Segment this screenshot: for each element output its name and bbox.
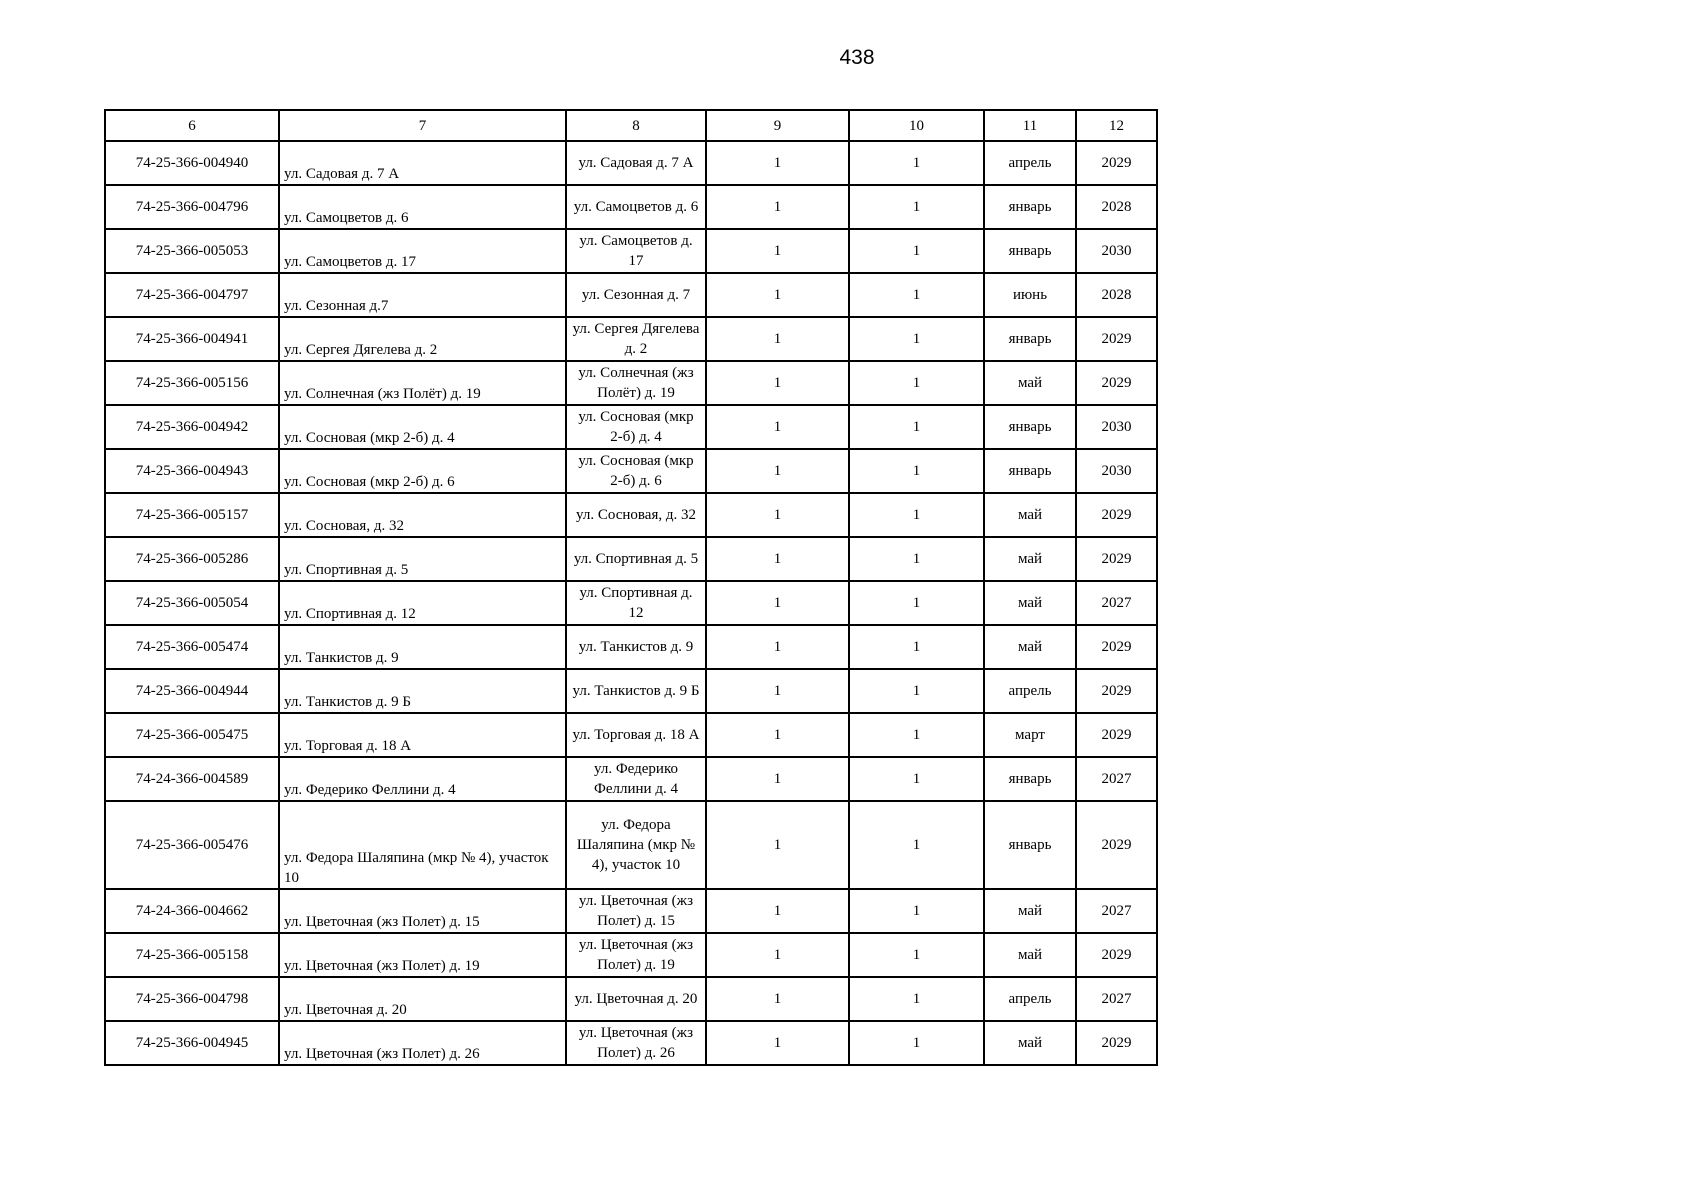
object-code-cell: 74-24-366-004589 — [105, 757, 279, 801]
address-short-cell: ул. Солнечная (жз Полёт) д. 19 — [566, 361, 706, 405]
table-row — [105, 361, 1157, 405]
column-10-cell: 1 — [849, 317, 984, 361]
column-10-cell: 1 — [849, 801, 984, 889]
table-row — [105, 669, 1157, 713]
month-cell: май — [984, 537, 1076, 581]
year-cell: 2029 — [1076, 317, 1157, 361]
column-9-cell: 1 — [706, 1021, 849, 1065]
year-cell: 2029 — [1076, 669, 1157, 713]
table-row — [105, 141, 1157, 185]
month-cell: январь — [984, 317, 1076, 361]
column-9-cell: 1 — [706, 757, 849, 801]
column-10-cell: 1 — [849, 977, 984, 1021]
object-code-cell: 74-25-366-004798 — [105, 977, 279, 1021]
object-code-cell: 74-25-366-004796 — [105, 185, 279, 229]
column-9-cell: 1 — [706, 405, 849, 449]
table-row — [105, 581, 1157, 625]
month-cell: январь — [984, 449, 1076, 493]
object-code-cell: 74-25-366-005157 — [105, 493, 279, 537]
year-cell: 2029 — [1076, 361, 1157, 405]
year-cell: 2027 — [1076, 581, 1157, 625]
column-9-cell: 1 — [706, 801, 849, 889]
month-cell: май — [984, 1021, 1076, 1065]
column-9-cell: 1 — [706, 317, 849, 361]
address-cell: ул. Самоцветов д. 17 — [279, 229, 566, 273]
column-9-cell: 1 — [706, 889, 849, 933]
table-row — [105, 889, 1157, 933]
column-header: 12 — [1076, 110, 1157, 141]
address-short-cell: ул. Торговая д. 18 А — [566, 713, 706, 757]
table-row — [105, 977, 1157, 1021]
month-cell: март — [984, 713, 1076, 757]
table-row — [105, 757, 1157, 801]
table-row — [105, 1021, 1157, 1065]
address-short-cell: ул. Сезонная д. 7 — [566, 273, 706, 317]
column-10-cell: 1 — [849, 889, 984, 933]
address-cell: ул. Танкистов д. 9 Б — [279, 669, 566, 713]
address-short-cell: ул. Цветочная (жз Полет) д. 15 — [566, 889, 706, 933]
year-cell: 2028 — [1076, 185, 1157, 229]
column-9-cell: 1 — [706, 361, 849, 405]
month-cell: январь — [984, 229, 1076, 273]
object-code-cell: 74-25-366-004940 — [105, 141, 279, 185]
address-cell: ул. Цветочная (жз Полет) д. 15 — [279, 889, 566, 933]
column-10-cell: 1 — [849, 141, 984, 185]
header-row — [105, 110, 1157, 141]
column-10-cell: 1 — [849, 493, 984, 537]
month-cell: май — [984, 361, 1076, 405]
year-cell: 2030 — [1076, 229, 1157, 273]
address-cell: ул. Цветочная (жз Полет) д. 26 — [279, 1021, 566, 1065]
object-code-cell: 74-24-366-004662 — [105, 889, 279, 933]
month-cell: январь — [984, 757, 1076, 801]
object-code-cell: 74-25-366-005286 — [105, 537, 279, 581]
table-row — [105, 625, 1157, 669]
address-short-cell: ул. Цветочная (жз Полет) д. 19 — [566, 933, 706, 977]
address-cell: ул. Цветочная д. 20 — [279, 977, 566, 1021]
column-9-cell: 1 — [706, 625, 849, 669]
table-row — [105, 449, 1157, 493]
address-cell: ул. Сергея Дягелева д. 2 — [279, 317, 566, 361]
page-number: 438 — [839, 46, 875, 69]
month-cell: апрель — [984, 977, 1076, 1021]
address-short-cell: ул. Федерико Феллини д. 4 — [566, 757, 706, 801]
column-header: 11 — [984, 110, 1076, 141]
address-short-cell: ул. Цветочная д. 20 — [566, 977, 706, 1021]
column-10-cell: 1 — [849, 713, 984, 757]
address-cell: ул. Федерико Феллини д. 4 — [279, 757, 566, 801]
column-9-cell: 1 — [706, 273, 849, 317]
column-header: 10 — [849, 110, 984, 141]
year-cell: 2030 — [1076, 449, 1157, 493]
table-row — [105, 229, 1157, 273]
column-header: 7 — [279, 110, 566, 141]
column-9-cell: 1 — [706, 669, 849, 713]
month-cell: январь — [984, 405, 1076, 449]
address-cell: ул. Федора Шаляпина (мкр № 4), участок 10 — [279, 801, 566, 889]
year-cell: 2027 — [1076, 757, 1157, 801]
month-cell: апрель — [984, 141, 1076, 185]
address-cell: ул. Солнечная (жз Полёт) д. 19 — [279, 361, 566, 405]
address-cell: ул. Садовая д. 7 А — [279, 141, 566, 185]
register-table — [104, 109, 1158, 1066]
month-cell: январь — [984, 801, 1076, 889]
object-code-cell: 74-25-366-005158 — [105, 933, 279, 977]
month-cell: май — [984, 581, 1076, 625]
address-cell: ул. Самоцветов д. 6 — [279, 185, 566, 229]
address-short-cell: ул. Цветочная (жз Полет) д. 26 — [566, 1021, 706, 1065]
column-10-cell: 1 — [849, 185, 984, 229]
address-cell: ул. Спортивная д. 5 — [279, 537, 566, 581]
year-cell: 2029 — [1076, 713, 1157, 757]
address-short-cell: ул. Сосновая (мкр 2-б) д. 4 — [566, 405, 706, 449]
object-code-cell: 74-25-366-004944 — [105, 669, 279, 713]
address-cell: ул. Сосновая, д. 32 — [279, 493, 566, 537]
year-cell: 2029 — [1076, 141, 1157, 185]
column-10-cell: 1 — [849, 757, 984, 801]
address-cell: ул. Сезонная д.7 — [279, 273, 566, 317]
object-code-cell: 74-25-366-004945 — [105, 1021, 279, 1065]
address-cell: ул. Цветочная (жз Полет) д. 19 — [279, 933, 566, 977]
column-9-cell: 1 — [706, 537, 849, 581]
object-code-cell: 74-25-366-005474 — [105, 625, 279, 669]
object-code-cell: 74-25-366-004797 — [105, 273, 279, 317]
year-cell: 2029 — [1076, 933, 1157, 977]
month-cell: январь — [984, 185, 1076, 229]
column-header: 6 — [105, 110, 279, 141]
column-header: 9 — [706, 110, 849, 141]
year-cell: 2029 — [1076, 801, 1157, 889]
address-short-cell: ул. Федора Шаляпина (мкр № 4), участок 10 — [566, 801, 706, 889]
column-10-cell: 1 — [849, 229, 984, 273]
table-row — [105, 317, 1157, 361]
object-code-cell: 74-25-366-004942 — [105, 405, 279, 449]
table-row — [105, 185, 1157, 229]
address-short-cell: ул. Сосновая (мкр 2-б) д. 6 — [566, 449, 706, 493]
column-10-cell: 1 — [849, 1021, 984, 1065]
address-short-cell: ул. Спортивная д. 5 — [566, 537, 706, 581]
object-code-cell: 74-25-366-005476 — [105, 801, 279, 889]
year-cell: 2028 — [1076, 273, 1157, 317]
address-cell: ул. Спортивная д. 12 — [279, 581, 566, 625]
year-cell: 2029 — [1076, 493, 1157, 537]
table-body — [105, 141, 1157, 1065]
object-code-cell: 74-25-366-004943 — [105, 449, 279, 493]
address-short-cell: ул. Сергея Дягелева д. 2 — [566, 317, 706, 361]
address-short-cell: ул. Самоцветов д. 6 — [566, 185, 706, 229]
column-10-cell: 1 — [849, 405, 984, 449]
month-cell: май — [984, 493, 1076, 537]
object-code-cell: 74-25-366-005475 — [105, 713, 279, 757]
column-9-cell: 1 — [706, 713, 849, 757]
column-10-cell: 1 — [849, 537, 984, 581]
table-row — [105, 405, 1157, 449]
object-code-cell: 74-25-366-005054 — [105, 581, 279, 625]
address-cell: ул. Сосновая (мкр 2-б) д. 6 — [279, 449, 566, 493]
column-10-cell: 1 — [849, 625, 984, 669]
address-short-cell: ул. Танкистов д. 9 Б — [566, 669, 706, 713]
month-cell: май — [984, 625, 1076, 669]
year-cell: 2029 — [1076, 537, 1157, 581]
address-cell: ул. Торговая д. 18 А — [279, 713, 566, 757]
year-cell: 2029 — [1076, 1021, 1157, 1065]
table-row — [105, 493, 1157, 537]
column-9-cell: 1 — [706, 141, 849, 185]
address-short-cell: ул. Танкистов д. 9 — [566, 625, 706, 669]
object-code-cell: 74-25-366-004941 — [105, 317, 279, 361]
year-cell: 2030 — [1076, 405, 1157, 449]
column-10-cell: 1 — [849, 933, 984, 977]
column-9-cell: 1 — [706, 229, 849, 273]
table-row — [105, 713, 1157, 757]
column-header: 8 — [566, 110, 706, 141]
address-short-cell: ул. Самоцветов д. 17 — [566, 229, 706, 273]
table-row — [105, 933, 1157, 977]
column-10-cell: 1 — [849, 449, 984, 493]
address-short-cell: ул. Спортивная д. 12 — [566, 581, 706, 625]
column-10-cell: 1 — [849, 581, 984, 625]
month-cell: апрель — [984, 669, 1076, 713]
column-9-cell: 1 — [706, 933, 849, 977]
column-9-cell: 1 — [706, 977, 849, 1021]
year-cell: 2027 — [1076, 977, 1157, 1021]
address-short-cell: ул. Садовая д. 7 А — [566, 141, 706, 185]
month-cell: июнь — [984, 273, 1076, 317]
table-row — [105, 273, 1157, 317]
address-short-cell: ул. Сосновая, д. 32 — [566, 493, 706, 537]
column-9-cell: 1 — [706, 449, 849, 493]
month-cell: май — [984, 933, 1076, 977]
year-cell: 2029 — [1076, 625, 1157, 669]
address-cell: ул. Танкистов д. 9 — [279, 625, 566, 669]
column-9-cell: 1 — [706, 185, 849, 229]
column-10-cell: 1 — [849, 361, 984, 405]
object-code-cell: 74-25-366-005053 — [105, 229, 279, 273]
column-10-cell: 1 — [849, 273, 984, 317]
year-cell: 2027 — [1076, 889, 1157, 933]
table-row — [105, 537, 1157, 581]
object-code-cell: 74-25-366-005156 — [105, 361, 279, 405]
column-9-cell: 1 — [706, 493, 849, 537]
column-10-cell: 1 — [849, 669, 984, 713]
column-9-cell: 1 — [706, 581, 849, 625]
month-cell: май — [984, 889, 1076, 933]
address-cell: ул. Сосновая (мкр 2-б) д. 4 — [279, 405, 566, 449]
table-row — [105, 801, 1157, 889]
